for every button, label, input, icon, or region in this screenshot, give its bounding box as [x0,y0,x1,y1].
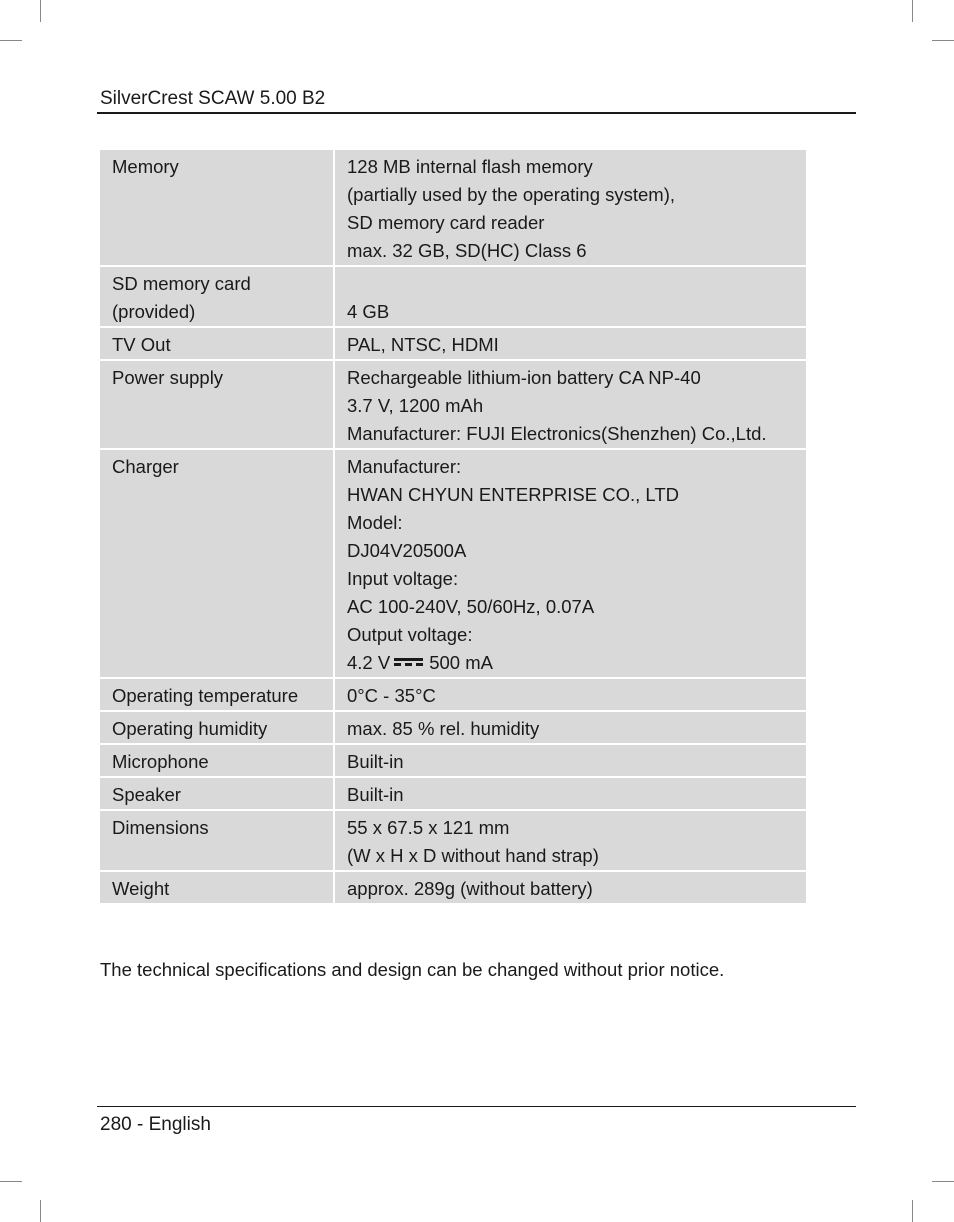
spec-value: Built-in [347,751,404,772]
output-voltage: 4.2 V [347,652,391,673]
table-row [100,745,806,778]
spec-value: (W x H x D without hand strap) [347,845,599,866]
spec-value-cell [335,328,806,361]
crop-mark [0,40,22,41]
spec-label: Operating humidity [112,718,268,739]
crop-mark [40,0,41,22]
table-row [100,712,806,745]
spec-value: 128 MB internal flash memory [347,156,593,177]
spec-label: Speaker [112,784,181,805]
header-rule [97,112,856,114]
spec-value-cell [335,267,806,328]
table-row [100,450,806,679]
spec-label: Operating temperature [112,685,299,706]
spec-value: 3.7 V, 1200 mAh [347,395,484,416]
direct-current-icon [394,658,423,666]
spec-label: TV Out [112,334,171,355]
spec-value-cell [335,811,806,872]
spec-label: Charger [112,456,179,477]
table-row [100,328,806,361]
crop-mark [912,1200,913,1222]
crop-mark [932,1181,954,1182]
spec-value: max. 85 % rel. humidity [347,718,540,739]
spec-label: Memory [112,156,179,177]
spec-label: Microphone [112,751,209,772]
spec-value: Manufacturer: [347,456,462,477]
specifications-notice: The technical specifications and design can be changed without prior notice. [100,959,725,980]
spec-value: Rechargeable lithium-ion battery CA NP-40 [347,367,701,388]
spec-value: Built-in [347,784,404,805]
spec-label: SD memory card [112,273,251,294]
spec-value: max. 32 GB, SD(HC) Class 6 [347,240,587,261]
spec-label-cell [100,778,335,811]
spec-value: approx. 289g (without battery) [347,878,593,899]
spec-label-cell [100,712,335,745]
spec-value: Input voltage: [347,568,459,589]
spec-label: Power supply [112,367,224,388]
spec-value: DJ04V20500A [347,540,467,561]
crop-mark [40,1200,41,1222]
spec-label: (provided) [112,301,196,322]
spec-value [347,270,800,298]
spec-label-cell [100,745,335,778]
spec-value-cell [335,361,806,450]
spec-value: PAL, NTSC, HDMI [347,334,499,355]
table-row [100,267,806,328]
spec-value: 4 GB [347,301,390,322]
spec-value: Manufacturer: FUJI Electronics(Shenzhen) Co.,Ltd. [347,423,767,444]
crop-mark [0,1181,22,1182]
spec-value: Output voltage: [347,624,473,645]
spec-label-cell [100,361,335,450]
spec-value: AC 100-240V, 50/60Hz, 0.07A [347,596,595,617]
output-rating [347,649,800,677]
spec-label-cell [100,679,335,712]
specifications-table [100,150,806,905]
spec-value-cell [335,150,806,267]
spec-value-cell [335,712,806,745]
spec-label-cell [100,811,335,872]
spec-value-cell [335,679,806,712]
table-row [100,361,806,450]
spec-value-cell [335,450,806,679]
spec-label-cell [100,267,335,328]
spec-value-cell [335,745,806,778]
page-header-title: SilverCrest SCAW 5.00 B2 [100,88,326,109]
spec-value: 0°C - 35°C [347,685,436,706]
table-row [100,872,806,905]
crop-mark [912,0,913,22]
spec-value-cell [335,872,806,905]
spec-label-cell [100,150,335,267]
page-number: 280 - English [100,1114,211,1135]
spec-label-cell [100,450,335,679]
table-row [100,778,806,811]
output-current: 500 mA [429,652,493,673]
spec-value: Model: [347,512,403,533]
spec-label: Weight [112,878,170,899]
footer-rule [97,1106,856,1107]
spec-value: SD memory card reader [347,212,545,233]
crop-mark [932,40,954,41]
spec-label-cell [100,328,335,361]
spec-label-cell [100,872,335,905]
table-row [100,150,806,267]
spec-label: Dimensions [112,817,209,838]
table-row [100,811,806,872]
table-row [100,679,806,712]
spec-value-cell [335,778,806,811]
spec-value: HWAN CHYUN ENTERPRISE CO., LTD [347,484,679,505]
spec-value: 55 x 67.5 x 121 mm [347,817,510,838]
spec-value: (partially used by the operating system), [347,184,676,205]
